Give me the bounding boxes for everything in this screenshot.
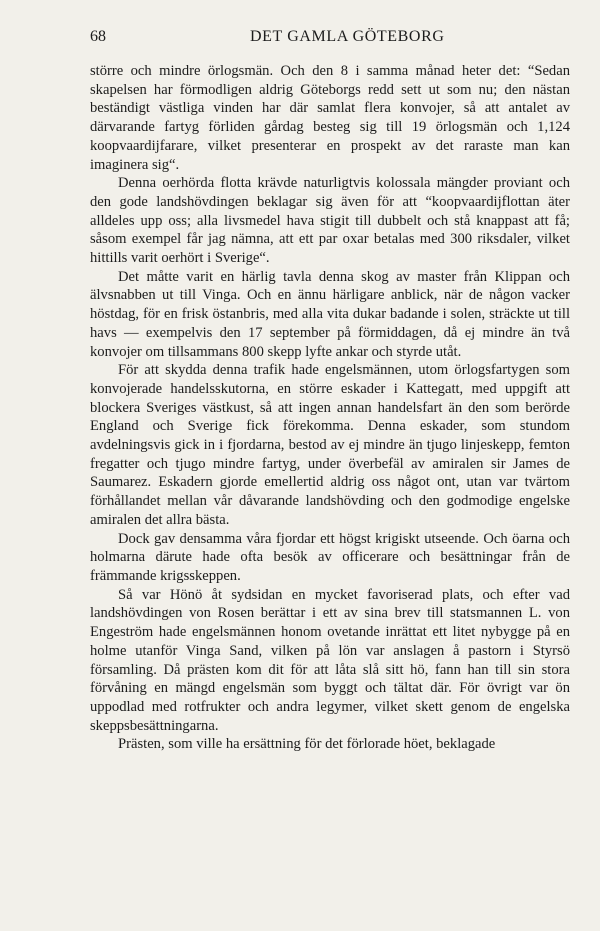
paragraph: större och mindre örlogsmän. Och den 8 i samma månad heter det: “Sedan skapelsen har förmodligen aldrig Göteborgs redd sett ut som nu; den nästan beständigt västliga vinden har där samlat flera konvojer, så att antalet av därvarande fartyg förliden gårdag besteg sig till 19 örlogsmän och 1,124 koopvaardijfarare, vilket presenterar en prospekt av det raraste man kan imaginera sig“. [90, 63, 570, 173]
running-title: DET GAMLA GÖTEBORG [250, 28, 445, 45]
body-text [90, 62, 570, 754]
paragraph: Denna oerhörda flotta krävde naturligtvis kolossala mängder proviant och den gode landshövdingen beklagar sig även för att “koopvaardijflottan äter alldeles upp oss; alla livsmedel hava stigit till dubbelt och stå knappast att få; såsom exempel får jag nämna, att ett par oxar betalas med 300 riksdaler, vilket hittills varit oerhört i Sverige“. [90, 175, 570, 267]
paragraph: Prästen, som ville ha ersättning för det förlorade höet, beklagade [118, 736, 496, 753]
paragraph: Det måtte varit en härlig tavla denna skog av master från Klippan och älvsnabben ut till Vinga. Och en ännu härligare anblick, när de någon vacker höstdag, för en frisk östanbris, med alla vita dukar badande i solen, sträckte ut till havs — exempelvis den 17 september på förmiddagen, då ej mindre än två konvojer om tillsammans 800 skepp lyfte ankar och styrde utåt. [90, 268, 570, 360]
page-header [90, 28, 570, 54]
paragraph: Dock gav densamma våra fjordar ett högst krigiskt utseende. Och öarna och holmarna därute hade ofta besök av officerare och besättningar från de främmande krigsskeppen. [90, 530, 570, 584]
page-number: 68 [90, 28, 106, 45]
paragraph: För att skydda denna trafik hade engelsmännen, utom örlogsfartygen som konvojerade handelsskutorna, en större eskader i Kattegatt, med uppgift att blockera Sveriges västkust, så att ingen annan handelsfart än den som berörde England och Sverige fick förekomma. Denna eskader, som stundom avdelningsvis gick in i fjordarna, bestod av ej mindre än tjugo linjeskepp, femton fregatter och tjugo mindre fartyg, under överbefäl av amiralen sir James de Saumarez. Eskadern gjorde emellertid aldrig oss något ont, utan var tvärtom förhållandet mellan vår dåvarande landshövding och den godmodige engelske amiralen det allra bästa. [90, 362, 570, 528]
paragraph: Så var Hönö åt sydsidan en mycket favoriserad plats, och efter vad landshövdingen von Rosen berättar i ett av sina brev till statsmannen L. von Engeström hade engelsmännen honom ovetande inrättat ett litet nybygge på en holme utanför Vinga Sand, vilken på lön var anslagen å pastorn i Styrsö församling. Då prästen kom dit för att låta slå sitt hö, fann han till sin stora förvåning en mängd engelsmän som byggt och tältat där. För övrigt var ön uppodlad med rotfrukter och andra legymer, vilket skett genom de engelska skeppsbesättningarna. [90, 586, 570, 734]
